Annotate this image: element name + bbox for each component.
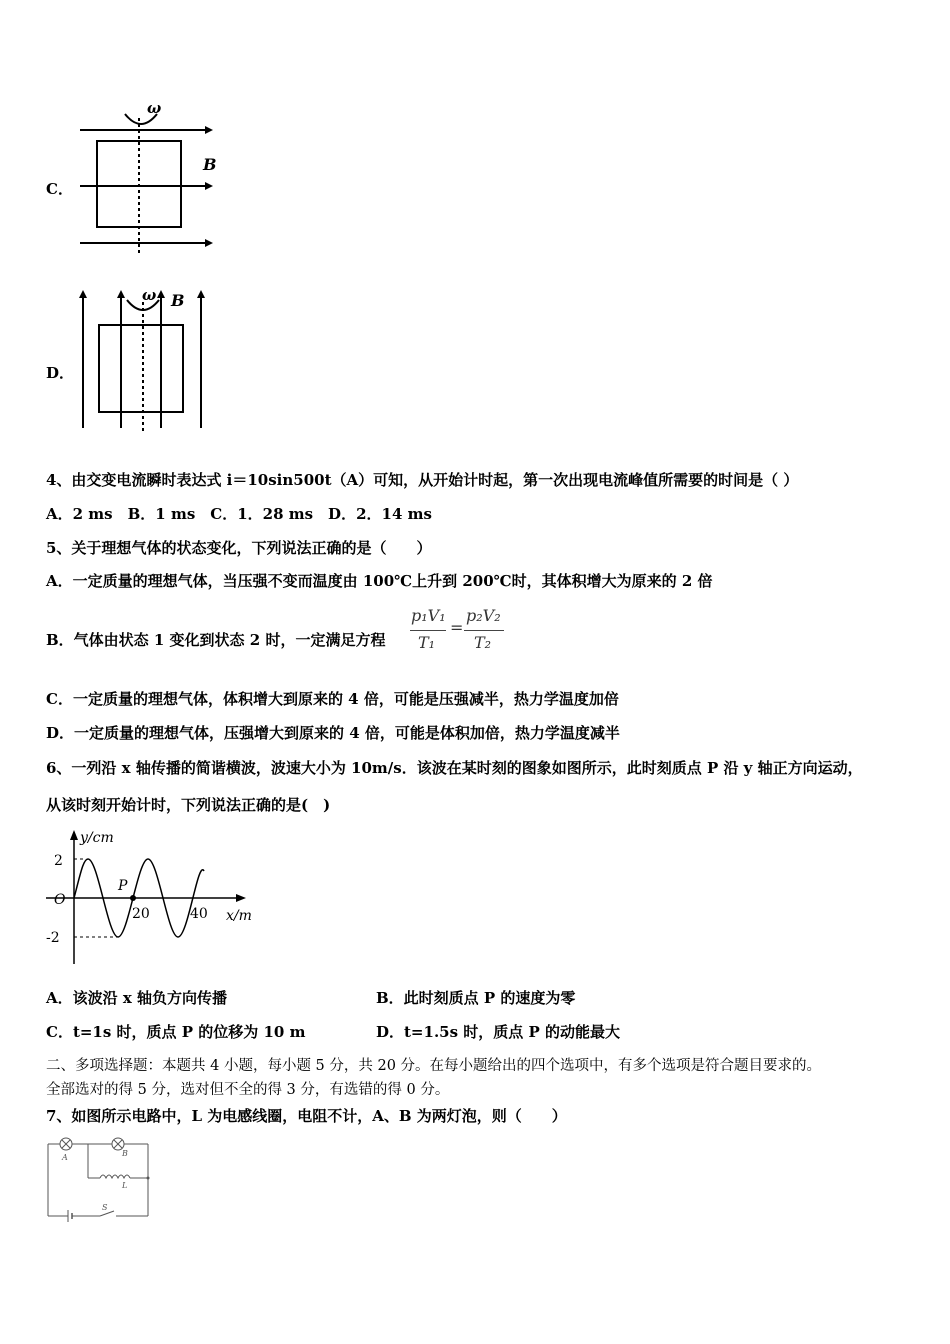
circuit-label-a: A <box>62 1153 68 1162</box>
q5-option-b: B．气体由状态 1 变化到状态 2 时，一定满足方程 <box>46 631 386 649</box>
q6-option-c: C．t=1s 时，质点 P 的位移为 10 m <box>46 1023 306 1041</box>
figure-d-label: D． <box>46 364 75 382</box>
q4-stem: 4、由交变电流瞬时表达式 i＝10sin500t（A）可知，从开始计时起，第一次出现电流峰值所需要的时间是（ ） <box>46 471 799 489</box>
graph-y-label: y/cm <box>80 830 114 846</box>
q6-stem-line1: 6、一列沿 x 轴传播的简谐横波，波速大小为 10m/s．该波在某时刻的图象如图所示，此时刻质点 P 沿 y 轴正方向运动， <box>46 759 863 777</box>
q5-formula <box>408 606 508 658</box>
q6-stem-line2: 从该时刻开始计时，下列说法正确的是( ) <box>46 796 331 814</box>
formula-numerator-2: p₂V₂ <box>466 606 501 625</box>
formula-denominator-1: T₁ <box>418 633 436 652</box>
inductor-coil <box>100 1175 130 1178</box>
q6-option-b: B．此时刻质点 P 的速度为零 <box>376 989 576 1007</box>
figure-d-b: B <box>171 291 185 310</box>
graph-x-label: x/m <box>226 908 252 924</box>
formula-numerator-1: p₁V₁ <box>411 606 446 625</box>
figure-c-label: C． <box>46 180 73 198</box>
section2-line2: 全部选对的得 5 分，选对但不全的得 3 分，有选错的得 0 分。 <box>46 1082 450 1098</box>
figure-c-omega: ω <box>147 99 162 117</box>
graph-point-p: P <box>118 878 128 894</box>
figure-d-diagram <box>75 286 215 436</box>
figure-c-diagram <box>75 98 215 258</box>
circuit-label-s: S <box>102 1203 108 1212</box>
formula-denominator-2: T₂ <box>474 633 492 652</box>
section2-line1: 二、多项选择题：本题共 4 小题，每小题 5 分，共 20 分。在每小题给出的四个选项中，有多个选项是符合题目要求的。 <box>46 1058 822 1074</box>
wave-graph <box>46 826 276 966</box>
q5-stem: 5、关于理想气体的状态变化，下列说法正确的是（ ） <box>46 539 432 557</box>
graph-y-neg: -2 <box>46 930 60 946</box>
circuit-diagram <box>44 1134 164 1224</box>
q5-option-d: D．一定质量的理想气体，压强增大到原来的 4 倍，可能是体积加倍，热力学温度减半 <box>46 724 620 742</box>
circuit-label-l: L <box>122 1181 128 1190</box>
q5-option-c: C．一定质量的理想气体，体积增大到原来的 4 倍，可能是压强减半，热力学温度加倍 <box>46 690 619 708</box>
q6-option-d: D．t=1.5s 时，质点 P 的动能最大 <box>376 1023 620 1041</box>
q4-options: A．2 ms B．1 ms C．1．28 ms D．2．14 ms <box>46 505 432 523</box>
graph-x-40: 40 <box>190 906 208 922</box>
graph-origin: O <box>54 892 66 908</box>
point-p-marker <box>130 895 136 901</box>
q5-option-a: A．一定质量的理想气体，当压强不变而温度由 100℃上升到 200℃时，其体积增大为原来的 2 倍 <box>46 572 713 590</box>
q6-option-a: A．该波沿 x 轴负方向传播 <box>46 989 228 1007</box>
graph-x-20: 20 <box>132 906 150 922</box>
figure-d-omega: ω <box>142 286 157 304</box>
figure-c-b: B <box>203 155 217 174</box>
q7-stem: 7、如图所示电路中，L 为电感线圈，电阻不计，A、B 为两灯泡，则（ ） <box>46 1107 567 1125</box>
circuit-label-b: B <box>122 1149 128 1158</box>
graph-y-pos: 2 <box>54 853 63 869</box>
formula-equals: = <box>450 618 464 637</box>
